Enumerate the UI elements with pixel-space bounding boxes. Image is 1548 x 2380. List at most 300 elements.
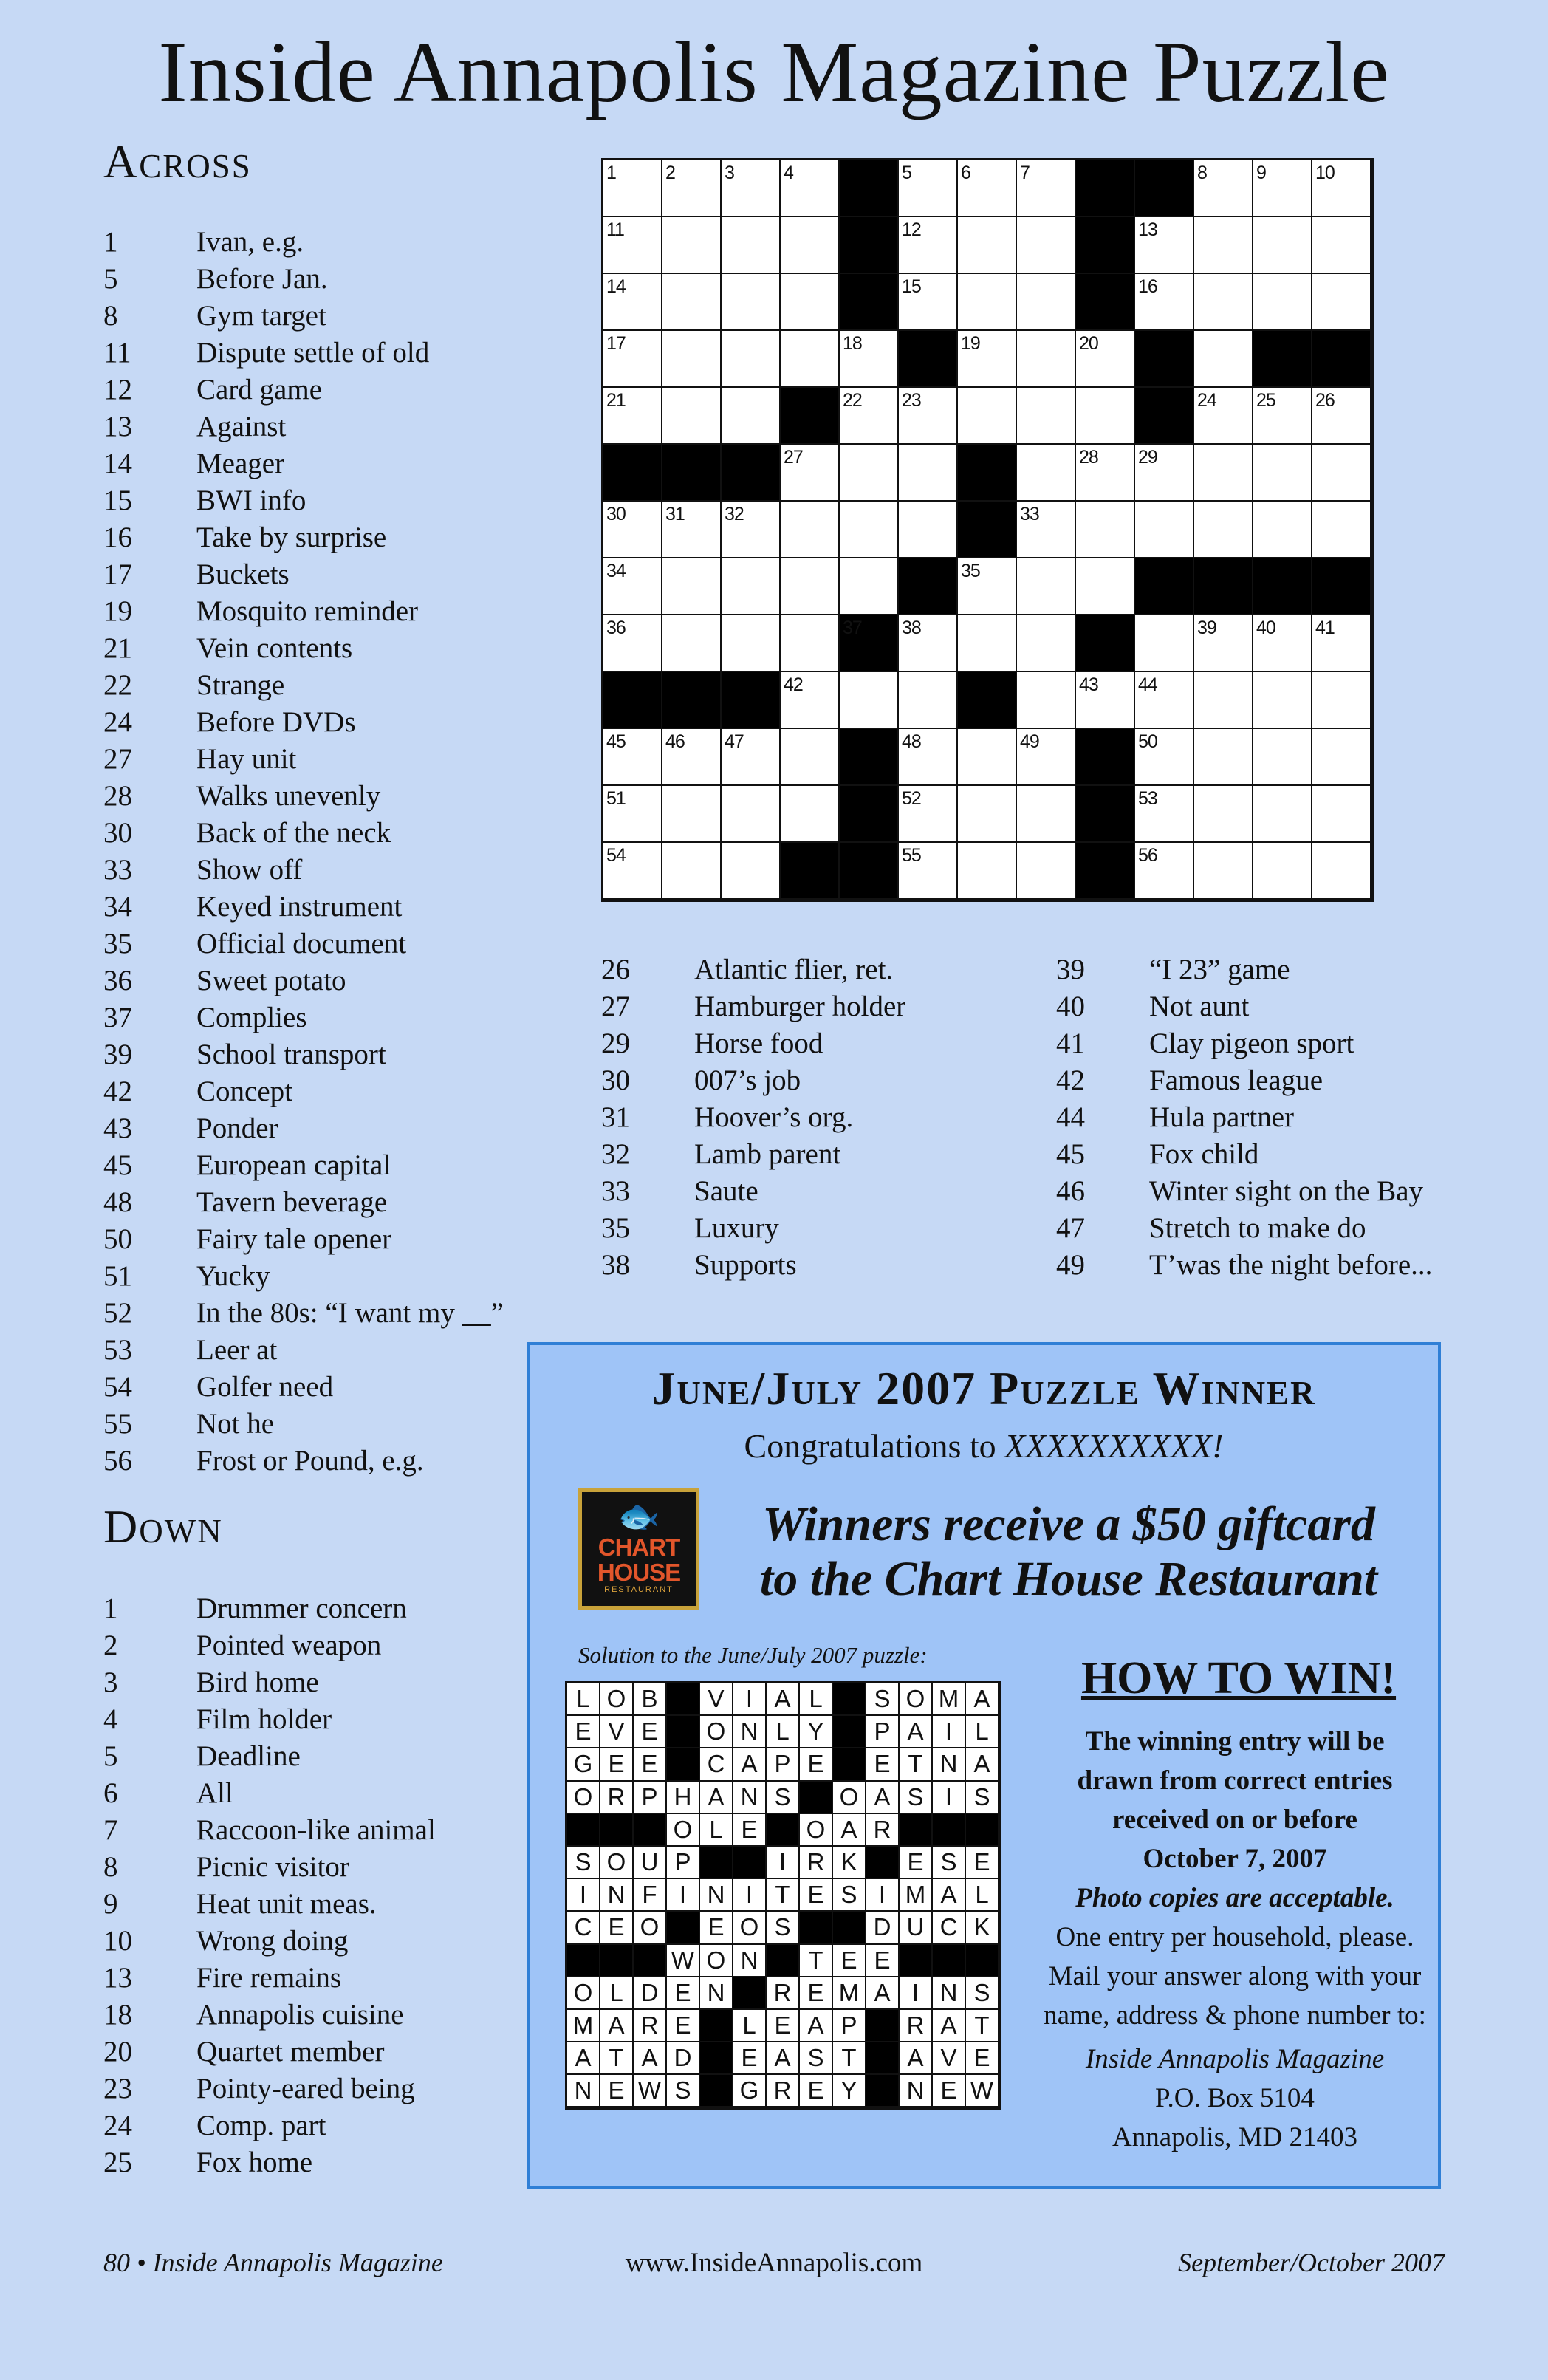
grid-cell[interactable] [1253,388,1312,445]
solution-letter: R [767,1977,800,2010]
solution-block [866,1847,900,1879]
cell-number: 51 [606,788,626,809]
cell-number: 29 [1138,447,1157,468]
grid-cell[interactable] [662,729,722,786]
clue-text: Drummer concern [196,1593,407,1624]
grid-cell[interactable] [781,502,840,558]
grid-cell[interactable] [1017,502,1076,558]
solution-block [833,1912,866,1944]
contest-rules [1032,1722,1438,2157]
grid-cell[interactable] [722,558,781,615]
clue-number: 37 [103,1002,132,1033]
cell-number: 43 [1079,674,1098,695]
clue-text: Quartet member [196,2036,385,2068]
grid-cell[interactable] [603,502,662,558]
grid-cell[interactable] [1076,388,1135,445]
grid-cell[interactable] [1194,843,1253,900]
grid-cell[interactable] [958,843,1017,900]
solution-letter: N [733,1782,767,1814]
solution-letter: E [767,2010,800,2042]
cell-number: 52 [902,788,921,809]
grid-cell[interactable] [840,558,899,615]
clue-item [1056,1210,1432,1247]
grid-cell[interactable] [603,843,662,900]
grid-cell[interactable] [1135,615,1194,672]
grid-cell[interactable] [1017,388,1076,445]
cell-number: 19 [961,333,980,354]
grid-cell[interactable] [603,388,662,445]
solution-letter: M [833,1977,866,2010]
solution-letter: O [833,1782,866,1814]
grid-cell[interactable] [899,274,958,331]
cell-number: 28 [1079,447,1098,468]
clue-text: Fox home [196,2147,313,2178]
clue-number: 31 [601,1101,630,1133]
clue-number: 32 [601,1138,630,1170]
cell-number: 42 [784,674,803,695]
solution-letter: U [634,1847,667,1879]
crossword-grid[interactable] [601,158,1374,902]
solution-letter: N [600,1879,634,1912]
grid-cell[interactable] [840,388,899,445]
grid-cell[interactable] [781,672,840,729]
clue-item [103,482,504,519]
clue-text: 007’s job [694,1064,801,1096]
grid-cell[interactable] [1194,502,1253,558]
grid-cell[interactable] [1312,160,1371,217]
solution-letter: O [634,1912,667,1944]
solution-letter: O [900,1683,933,1716]
cell-number: 3 [725,163,734,183]
clue-number: 11 [103,337,131,369]
grid-cell[interactable] [1135,786,1194,843]
clue-item [103,852,504,889]
grid-cell[interactable] [1135,445,1194,502]
grid-cell[interactable] [662,388,722,445]
grid-cell[interactable] [1017,445,1076,502]
grid-cell[interactable] [840,502,899,558]
grid-cell[interactable] [1017,274,1076,331]
grid-cell[interactable] [899,160,958,217]
solution-block [700,2042,733,2075]
grid-cell[interactable] [1253,160,1312,217]
grid-cell[interactable] [1135,729,1194,786]
grid-cell[interactable] [722,160,781,217]
clue-text: Hoover’s org. [694,1101,854,1133]
clue-text: Film holder [196,1703,332,1735]
cell-number: 49 [1020,731,1039,752]
solution-letter: N [733,1945,767,1977]
grid-block [1135,388,1194,445]
cell-number: 37 [843,618,862,638]
grid-cell[interactable] [1194,445,1253,502]
grid-cell[interactable] [1135,672,1194,729]
clue-item [103,372,504,408]
grid-cell[interactable] [1194,274,1253,331]
solution-letter: R [866,1814,900,1847]
solution-letter: A [866,1977,900,2010]
grid-cell[interactable] [958,274,1017,331]
grid-block [603,672,662,729]
grid-cell[interactable] [603,615,662,672]
cell-number: 35 [961,561,980,581]
solution-block [733,1847,767,1879]
grid-cell[interactable] [1253,786,1312,843]
clue-number: 27 [103,743,132,775]
grid-cell[interactable] [1194,160,1253,217]
clue-number: 56 [103,1445,132,1477]
solution-block [933,1814,966,1847]
solution-letter: E [900,1847,933,1879]
grid-cell[interactable] [1312,217,1371,274]
grid-block [840,843,899,900]
clue-text: Walks unevenly [196,780,381,812]
clue-text: Vein contents [196,632,353,664]
clue-item [103,1258,504,1295]
clue-item [103,1110,504,1147]
grid-cell[interactable] [662,274,722,331]
grid-cell[interactable] [1312,843,1371,900]
clue-text: Luxury [694,1212,779,1244]
grid-cell[interactable] [603,217,662,274]
grid-block [840,786,899,843]
grid-block [1076,217,1135,274]
solution-letter: Y [800,1716,833,1748]
congratulations-text [530,1426,1438,1466]
grid-cell[interactable] [781,786,840,843]
solution-letter: P [833,2010,866,2042]
cell-number: 30 [606,504,626,524]
clue-number: 3 [103,1666,118,1698]
clue-number: 45 [1056,1138,1085,1170]
clue-item [103,1775,436,1812]
clue-text: Gym target [196,300,326,332]
cell-number: 14 [606,276,626,297]
grid-cell[interactable] [1076,445,1135,502]
grid-cell[interactable] [1076,672,1135,729]
grid-cell[interactable] [958,217,1017,274]
clue-number: 27 [601,991,630,1022]
grid-cell[interactable] [1017,558,1076,615]
clue-text: Yucky [196,1260,270,1292]
clue-text: Ivan, e.g. [196,226,304,258]
grid-cell[interactable] [1194,672,1253,729]
clue-number: 41 [1056,1027,1085,1059]
cell-number: 54 [606,845,626,866]
solution-letter: I [733,1879,767,1912]
clue-number: 5 [103,1740,118,1772]
grid-cell[interactable] [1017,843,1076,900]
solution-letter: E [700,1912,733,1944]
grid-cell[interactable] [781,558,840,615]
solution-letter: N [733,1716,767,1748]
rule-line: Mail your answer along with your [1048,1961,1422,1991]
down-clue-list-1 [103,1590,436,2181]
clue-item [103,1184,504,1221]
cell-number: 50 [1138,731,1157,752]
grid-cell[interactable] [1017,160,1076,217]
cell-number: 8 [1197,163,1207,183]
clue-item [103,1701,436,1738]
grid-cell[interactable] [840,672,899,729]
clue-text: Lamb parent [694,1138,841,1170]
solution-letter: N [700,1977,733,2010]
grid-cell[interactable] [1194,388,1253,445]
grid-cell[interactable] [722,217,781,274]
clue-item [103,741,504,778]
grid-cell[interactable] [1194,615,1253,672]
grid-cell[interactable] [1253,615,1312,672]
grid-block [1076,615,1135,672]
grid-cell[interactable] [1194,729,1253,786]
grid-cell[interactable] [958,331,1017,388]
solution-letter: A [800,2010,833,2042]
clue-item [103,2034,436,2070]
grid-cell[interactable] [603,558,662,615]
solution-letter: I [866,1879,900,1912]
grid-cell[interactable] [1135,274,1194,331]
solution-letter: R [800,1847,833,1879]
clue-item [103,1886,436,1923]
grid-cell[interactable] [1017,729,1076,786]
grid-cell[interactable] [899,615,958,672]
clue-number: 39 [103,1039,132,1070]
grid-cell[interactable] [722,331,781,388]
grid-cell[interactable] [1017,786,1076,843]
cell-number: 17 [606,333,626,354]
grid-cell[interactable] [781,217,840,274]
clue-text: Fire remains [196,1962,342,1994]
clue-item [103,1812,436,1849]
grid-cell[interactable] [1253,843,1312,900]
grid-cell[interactable] [722,274,781,331]
clue-text: Annapolis cuisine [196,1999,404,2031]
grid-cell[interactable] [1312,786,1371,843]
grid-cell[interactable] [899,786,958,843]
grid-cell[interactable] [958,160,1017,217]
clue-item [1056,1062,1432,1099]
clue-item [103,1664,436,1701]
grid-cell[interactable] [662,558,722,615]
grid-cell[interactable] [899,843,958,900]
grid-block [1135,160,1194,217]
solution-letter: E [600,2075,634,2107]
clue-number: 53 [103,1334,132,1366]
grid-cell[interactable] [1312,729,1371,786]
clue-text: Golfer need [196,1371,334,1403]
grid-cell[interactable] [603,729,662,786]
grid-cell[interactable] [1194,786,1253,843]
clue-number: 33 [103,854,132,886]
grid-cell[interactable] [1135,217,1194,274]
cell-number: 5 [902,163,911,183]
grid-cell[interactable] [1135,502,1194,558]
solution-letter: A [900,2042,933,2075]
grid-cell[interactable] [1076,558,1135,615]
solution-letter: O [800,1814,833,1847]
grid-cell[interactable] [1076,502,1135,558]
solution-block [866,2042,900,2075]
grid-cell[interactable] [1253,672,1312,729]
grid-cell[interactable] [662,786,722,843]
solution-letter: L [966,1879,999,1912]
grid-cell[interactable] [1312,615,1371,672]
solution-block [667,1912,700,1944]
solution-letter: A [966,1748,999,1781]
clue-text: School transport [196,1039,386,1070]
clue-item [103,2070,436,2107]
grid-cell[interactable] [1312,672,1371,729]
grid-cell[interactable] [1194,217,1253,274]
grid-cell[interactable] [899,729,958,786]
clue-number: 15 [103,485,132,516]
clue-text: Stretch to make do [1149,1212,1366,1244]
grid-cell[interactable] [958,786,1017,843]
grid-cell[interactable] [1253,274,1312,331]
grid-cell[interactable] [1253,445,1312,502]
grid-cell[interactable] [958,558,1017,615]
grid-cell[interactable] [1312,274,1371,331]
grid-cell[interactable] [899,445,958,502]
grid-cell[interactable] [781,274,840,331]
grid-cell[interactable] [722,502,781,558]
solution-letter: E [966,2042,999,2075]
grid-cell[interactable] [1194,331,1253,388]
grid-cell[interactable] [958,388,1017,445]
grid-cell[interactable] [1312,502,1371,558]
grid-cell[interactable] [662,160,722,217]
clue-item [1056,1136,1432,1173]
grid-cell[interactable] [603,786,662,843]
solution-letter: C [567,1912,600,1944]
grid-cell[interactable] [662,502,722,558]
grid-cell[interactable] [603,160,662,217]
cell-number: 22 [843,390,862,411]
cell-number: 56 [1138,845,1157,866]
grid-cell[interactable] [662,615,722,672]
grid-cell[interactable] [781,160,840,217]
grid-cell[interactable] [958,729,1017,786]
grid-cell[interactable] [781,445,840,502]
grid-block [1312,331,1371,388]
grid-block [781,843,840,900]
solution-letter: S [767,1782,800,1814]
solution-letter: W [634,2075,667,2107]
grid-cell[interactable] [1017,331,1076,388]
clue-number: 13 [103,1962,132,1994]
clue-text: Deadline [196,1740,301,1772]
clue-text: Before DVDs [196,706,356,738]
clue-item [103,2107,436,2144]
clue-number: 33 [601,1175,630,1207]
clue-item [103,556,504,593]
grid-cell[interactable] [1312,445,1371,502]
clue-number: 54 [103,1371,132,1403]
grid-block [603,445,662,502]
grid-cell[interactable] [1253,217,1312,274]
grid-cell[interactable] [958,615,1017,672]
solution-letter: M [933,1683,966,1716]
grid-cell[interactable] [840,331,899,388]
clue-text: Comp. part [196,2110,326,2141]
grid-block [662,445,722,502]
grid-cell[interactable] [662,843,722,900]
clue-number: 6 [103,1777,118,1809]
grid-cell[interactable] [1017,615,1076,672]
grid-cell[interactable] [781,729,840,786]
solution-letter: E [634,1716,667,1748]
grid-cell[interactable] [1135,843,1194,900]
down-clue-list-2 [601,951,905,1284]
clue-item [103,1997,436,2034]
grid-cell[interactable] [840,445,899,502]
grid-block [899,331,958,388]
cell-number: 46 [665,731,685,752]
grid-cell[interactable] [781,331,840,388]
clue-text: Strange [196,669,285,701]
clue-number: 51 [103,1260,132,1292]
clue-number: 21 [103,632,132,664]
grid-cell[interactable] [1312,388,1371,445]
solution-letter: K [833,1847,866,1879]
clue-number: 28 [103,780,132,812]
grid-cell[interactable] [662,331,722,388]
grid-cell[interactable] [899,217,958,274]
solution-letter: E [667,2010,700,2042]
prize-text [707,1497,1431,1607]
grid-cell[interactable] [722,786,781,843]
solution-letter: I [733,1683,767,1716]
grid-cell[interactable] [722,843,781,900]
grid-cell[interactable] [781,615,840,672]
solution-block [733,1977,767,2010]
clue-item [103,335,504,372]
cell-number: 12 [902,219,921,240]
grid-cell[interactable] [662,217,722,274]
clue-item [103,1036,504,1073]
clue-item [1056,1173,1432,1210]
grid-block [958,502,1017,558]
solution-block [567,1945,600,1977]
grid-block [1312,558,1371,615]
grid-cell[interactable] [722,729,781,786]
grid-cell[interactable] [1253,502,1312,558]
cell-number: 1 [606,163,616,183]
rule-line: name, address & phone number to: [1044,2000,1426,2031]
grid-cell[interactable] [1253,729,1312,786]
clue-item [601,1062,905,1099]
grid-cell[interactable] [603,331,662,388]
grid-cell[interactable] [1076,331,1135,388]
grid-cell[interactable] [722,388,781,445]
solution-letter: O [700,1945,733,1977]
clue-number: 46 [1056,1175,1085,1207]
grid-cell[interactable] [899,502,958,558]
solution-letter: E [866,1945,900,1977]
clue-text: Complies [196,1002,307,1033]
grid-cell[interactable] [899,672,958,729]
grid-cell[interactable] [722,615,781,672]
grid-cell[interactable] [1017,672,1076,729]
solution-letter: P [767,1748,800,1781]
clue-text: Hay unit [196,743,297,775]
grid-cell[interactable] [1017,217,1076,274]
clue-text: Famous league [1149,1064,1323,1096]
grid-cell[interactable] [899,388,958,445]
solution-letter: S [966,1977,999,2010]
grid-cell[interactable] [603,274,662,331]
grid-block [1076,843,1135,900]
